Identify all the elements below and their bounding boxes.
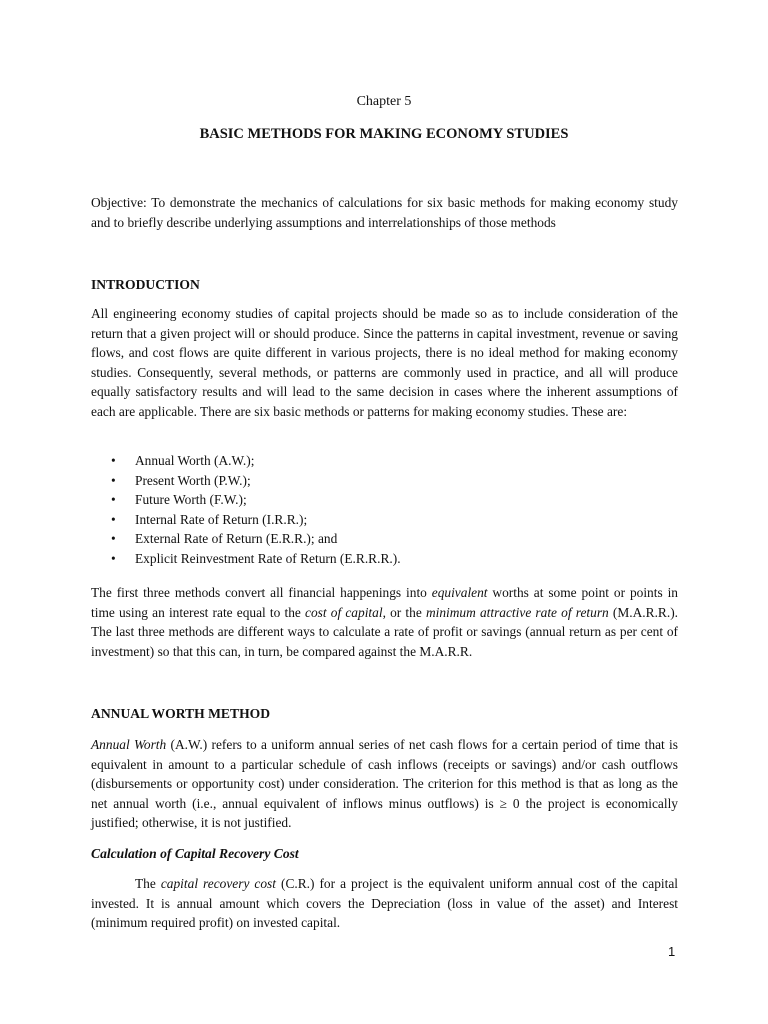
capital-recovery-subheading: Calculation of Capital Recovery Cost xyxy=(91,846,299,861)
bullet-icon: • xyxy=(111,453,116,468)
bullet-icon: • xyxy=(111,550,116,566)
objective-paragraph: Objective: To demonstrate the mechanics of calculations for six basic methods for making economy study and to briefly describe underlying assumptions and interrelationships of those methods xyxy=(91,195,678,230)
introduction-heading: INTRODUCTION xyxy=(91,277,200,292)
annual-worth-paragraph: Annual Worth (A.W.) refers to a uniform annual series of net cash flows for a certain period of time that is equivalent in amount to a particular schedule of cash inflows (receipts or savings) and/or cash outflows (disbursements or opportunity cost) under consideration. The criterion for this method is that as long as the net annual worth (i.e., annual equivalent of inflows minus outflows) is ≥ 0 the project is economically justified; otherwise, it is not justified. xyxy=(91,737,678,831)
page-number: 1 xyxy=(668,944,676,959)
bullet-icon: • xyxy=(111,472,116,488)
bullet-icon: • xyxy=(111,492,116,508)
annual-worth-heading: ANNUAL WORTH METHOD xyxy=(91,706,271,721)
chapter-title: BASIC METHODS FOR MAKING ECONOMY STUDIES xyxy=(199,126,569,142)
introduction-paragraph: All engineering economy studies of capital projects should be made so as to include consideration of the return that a given project will or should produce. Since the patterns in capital investment, revenue or saving flows, and cost flows are quite different in various projects, there is no ideal method for making economy studies. Consequently, several methods, or patterns are commonly used in practice, and all will produce equally satisfactory results and will lead to the same decision in cases where the inherent assumptions of each are applicable. There are six basic methods or patterns for making economy studies. These are: xyxy=(91,306,678,419)
list-item: • Future Worth (F.W.); xyxy=(91,490,401,510)
list-item: • Present Worth (P.W.); xyxy=(91,471,401,491)
list-item: • Internal Rate of Return (I.R.R.); xyxy=(91,510,401,530)
capital-recovery-paragraph: The capital recovery cost (C.R.) for a project is the equivalent uniform annual cost of the capital invested. It is annual amount which covers the Depreciation (loss in value of the asset) and Interest (minimum required profit) on invested capital. xyxy=(91,876,678,931)
list-item: • External Rate of Return (E.R.R.); and xyxy=(91,529,401,549)
list-item: • Explicit Reinvestment Rate of Return (E.R.R.R.). xyxy=(91,549,401,569)
bullet-icon: • xyxy=(111,531,116,547)
chapter-label: Chapter 5 xyxy=(356,94,412,109)
bullet-icon: • xyxy=(111,511,116,527)
list-item: • Annual Worth (A.W.); xyxy=(91,451,401,471)
methods-summary-paragraph: The first three methods convert all financial happenings into equivalent worths at some point or points in time using an interest rate equal to the cost of capital, or the minimum attractive rate of return (M.A.R.R.). The last three methods are different ways to calculate a rate of profit or savings (annual return as per cent of investment) so that this can, in turn, be compared against the M.A.R.R. xyxy=(91,585,678,659)
methods-list xyxy=(91,451,401,569)
